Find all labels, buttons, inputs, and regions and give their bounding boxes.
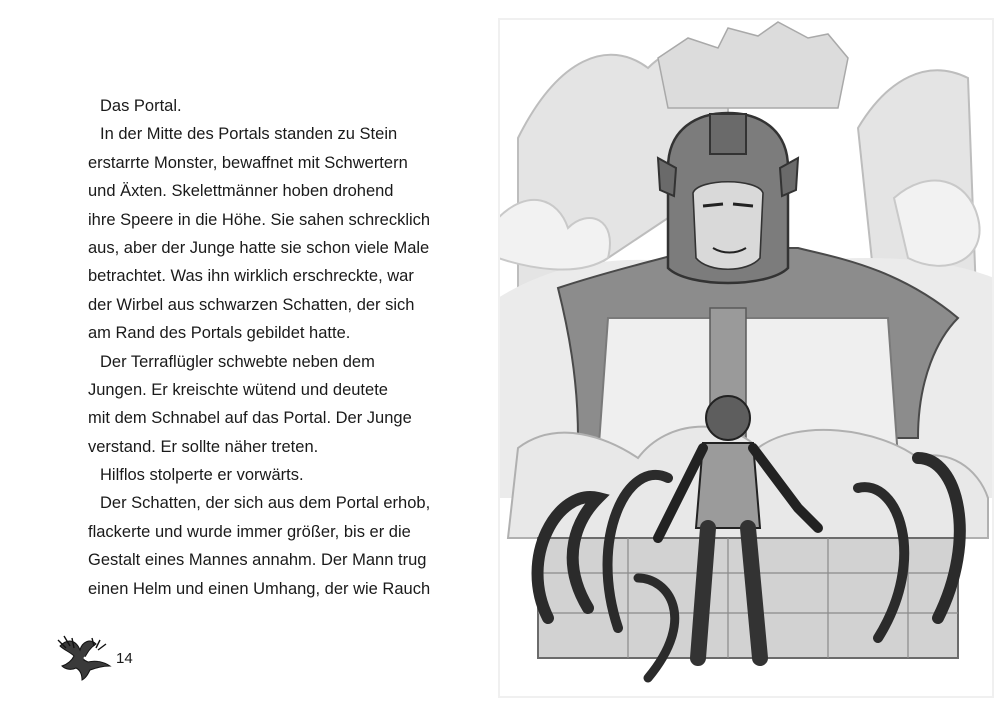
page-footer <box>52 632 172 682</box>
text-line: verstand. Er sollte näher treten. <box>88 437 319 456</box>
page-number: 14 <box>116 650 133 667</box>
text-line: aus, aber der Junge hatte sie schon viele Male <box>88 238 430 257</box>
text-line: der Wirbel aus schwarzen Schatten, der sich <box>88 295 415 314</box>
illustration-portal-scene <box>498 18 994 698</box>
text-line: erstarrte Monster, bewaffnet mit Schwertern <box>88 153 408 172</box>
text-line: mit dem Schnabel auf das Portal. Der Junge <box>88 409 412 428</box>
text-line: einen Helm und einen Umhang, der wie Rauch <box>88 579 431 598</box>
text-line: Hilflos stolperte er vorwärts. <box>100 466 304 485</box>
text-line: Das Portal. <box>100 97 182 115</box>
text-line: am Rand des Portals gebildet hatte. <box>88 324 351 343</box>
body-text <box>88 92 448 603</box>
text-line: flackerte und wurde immer größer, bis er die <box>88 522 411 541</box>
text-line: In der Mitte des Portals standen zu Stein <box>100 125 398 144</box>
text-line: Jungen. Er kreischte wütend und deutete <box>88 380 388 399</box>
text-line: Der Terraflügler schwebte neben dem <box>100 352 375 371</box>
text-line: betrachtet. Was ihn wirklich erschreckte, war <box>88 267 414 286</box>
text-line: Der Schatten, der sich aus dem Portal erhob, <box>100 494 431 513</box>
dragon-icon <box>52 632 114 682</box>
text-line: Gestalt eines Mannes annahm. Der Mann trug <box>88 551 427 570</box>
text-line: und Äxten. Skelettmänner hoben drohend <box>88 182 394 201</box>
text-line: ihre Speere in die Höhe. Sie sahen schrecklich <box>88 210 431 229</box>
